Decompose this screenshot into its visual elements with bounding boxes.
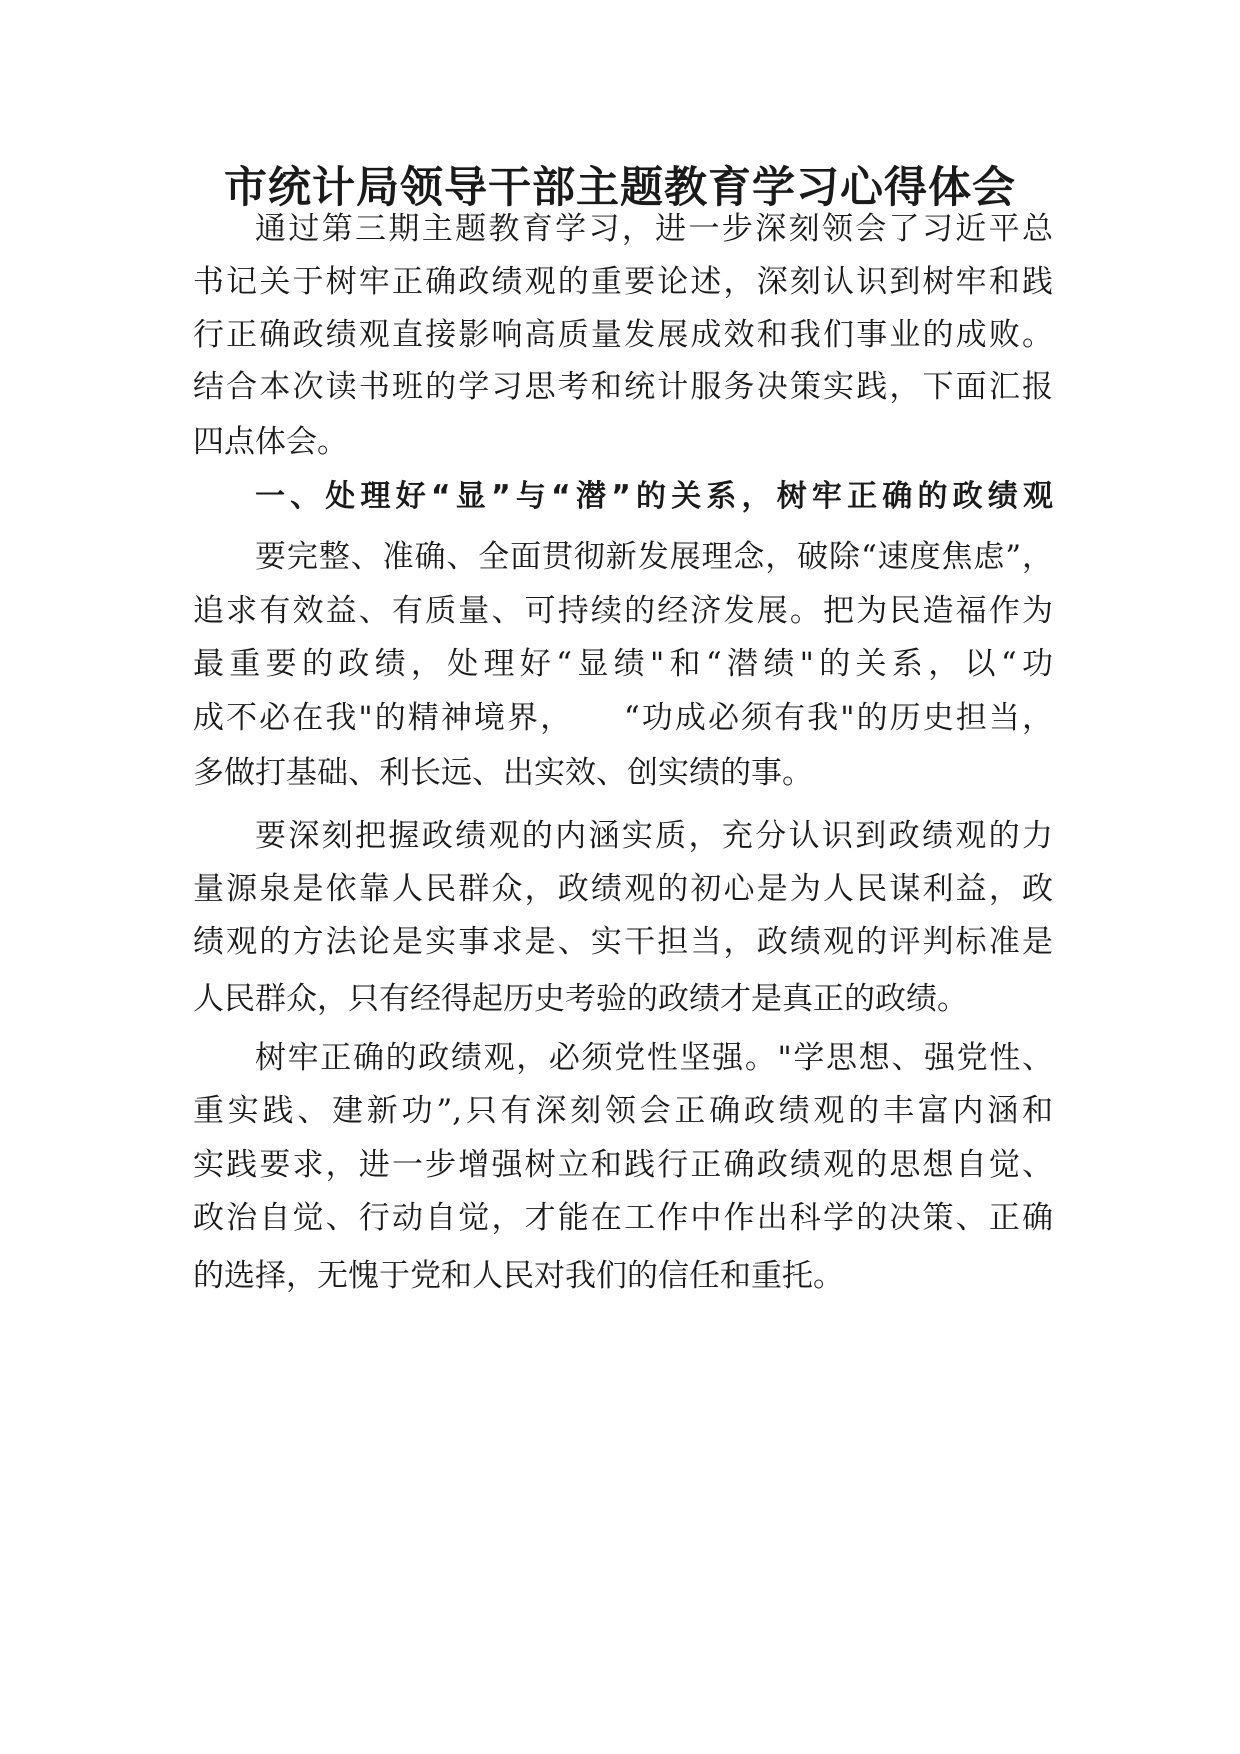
para1-line-1: 要完整、准确、全面贯彻新发展理念，破除“速度焦虑”， xyxy=(255,539,1053,575)
para3-line-2: 重实践、建新功”,只有深刻领会正确政绩观的丰富内涵和 xyxy=(193,1093,1053,1129)
para2-line-1: 要深刻把握政绩观的内涵实质，充分认识到政绩观的力 xyxy=(255,818,1053,854)
intro-line-1: 通过第三期主题教育学习，进一步深刻领会了习近平总 xyxy=(255,211,1053,247)
intro-line-4: 结合本次读书班的学习思考和统计服务决策实践，下面汇报 xyxy=(193,369,1053,405)
para2-line-4: 人民群众，只有经得起历史考验的政绩才是真正的政绩。 xyxy=(193,981,968,1017)
para2-line-2: 量源泉是依靠人民群众，政绩观的初心是为人民谋利益，政 xyxy=(193,871,1053,907)
intro-line-2: 书记关于树牢正确政绩观的重要论述，深刻认识到树牢和践 xyxy=(193,264,1053,300)
para2-line-3: 绩观的方法论是实事求是、实干担当，政绩观的评判标准是 xyxy=(193,924,1053,960)
intro-line-5: 四点体会。 xyxy=(193,424,348,460)
para1-line-2: 追求有效益、有质量、可持续的经济发展。把为民造福作为 xyxy=(193,593,1053,629)
para3-line-4: 政治自觉、行动自觉，才能在工作中作出科学的决策、正确 xyxy=(193,1200,1053,1236)
document-title: 市统计局领导干部主题教育学习心得体会 xyxy=(224,163,1016,213)
para3-line-5: 的选择，无愧于党和人民对我们的信任和重托。 xyxy=(193,1258,844,1294)
intro-line-3: 行正确政绩观直接影响高质量发展成效和我们事业的成败。 xyxy=(193,317,1053,353)
section-heading-1: 一、处理好“显”与“潜”的关系，树牢正确的政绩观 xyxy=(255,479,1053,514)
para1-line-3: 最重要的政绩，处理好“显绩"和“潜绩"的关系，以“功 xyxy=(193,646,1053,682)
para1-line-5: 多做打基础、利长远、出实效、创实绩的事。 xyxy=(193,755,813,791)
para1-line-4: 成不必在我"的精神境界， “功成必须有我"的历史担当， xyxy=(193,700,1053,736)
para3-line-3: 实践要求，进一步增强树立和践行正确政绩观的思想自觉、 xyxy=(193,1147,1053,1183)
para3-line-1: 树牢正确的政绩观，必须党性坚强。"学思想、强党性、 xyxy=(255,1040,1053,1076)
